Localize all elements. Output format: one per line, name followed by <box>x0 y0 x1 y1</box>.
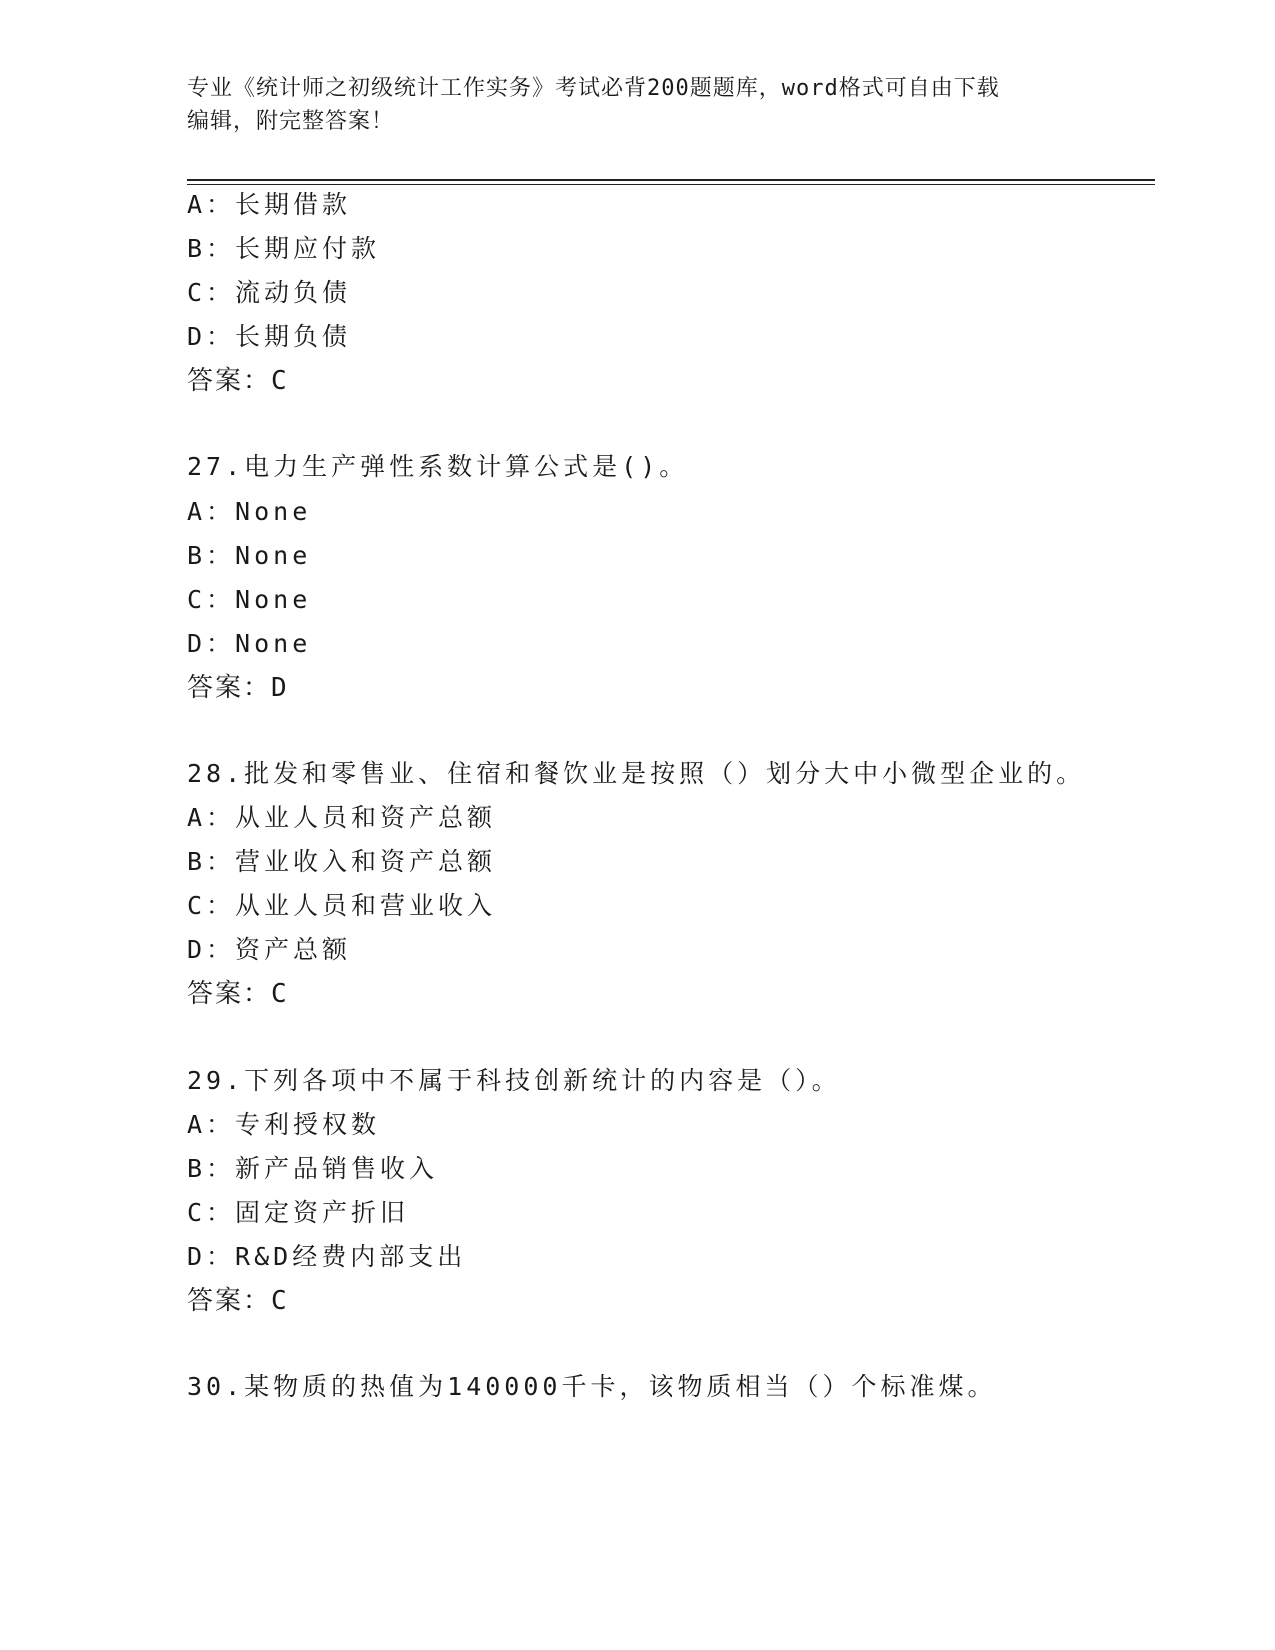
option-d: D：资产总额 <box>187 935 352 964</box>
header-divider-thin <box>187 184 1155 185</box>
option-b: B：营业收入和资产总额 <box>187 847 497 876</box>
option-c: C：None <box>187 585 312 614</box>
header-divider <box>187 179 1155 181</box>
answer: 答案：C <box>187 979 289 1009</box>
answer: 答案：C <box>187 1286 289 1316</box>
option-d: D：R&D经费内部支出 <box>187 1242 467 1271</box>
option-b: B：长期应付款 <box>187 234 381 263</box>
question-27: 27.电力生产弹性系数计算公式是()。 <box>187 452 689 481</box>
option-c: C：固定资产折旧 <box>187 1198 410 1227</box>
option-b: B：None <box>187 541 312 570</box>
header-title-line-2: 编辑，附完整答案！ <box>187 109 395 134</box>
option-b: B：新产品销售收入 <box>187 1154 439 1183</box>
header-title-line-1: 专业《统计师之初级统计工作实务》考试必背200题题库，word格式可自由下载 <box>187 76 1000 101</box>
option-d: D：None <box>187 629 312 658</box>
answer: 答案：D <box>187 673 289 703</box>
option-c: C：从业人员和营业收入 <box>187 891 497 920</box>
question-29: 29.下列各项中不属于科技创新统计的内容是（）。 <box>187 1066 841 1095</box>
option-d: D：长期负债 <box>187 322 352 351</box>
question-30: 30.某物质的热值为140000千卡，该物质相当（）个标准煤。 <box>187 1372 997 1401</box>
answer: 答案：C <box>187 366 289 396</box>
document-header <box>187 72 1087 138</box>
option-c: C：流动负债 <box>187 278 352 307</box>
option-a: A：专利授权数 <box>187 1110 381 1139</box>
option-a: A：None <box>187 497 312 526</box>
question-28: 28.批发和零售业、住宿和餐饮业是按照（）划分大中小微型企业的。 <box>187 759 1086 788</box>
option-a: A：从业人员和资产总额 <box>187 803 497 832</box>
option-a: A：长期借款 <box>187 190 352 219</box>
